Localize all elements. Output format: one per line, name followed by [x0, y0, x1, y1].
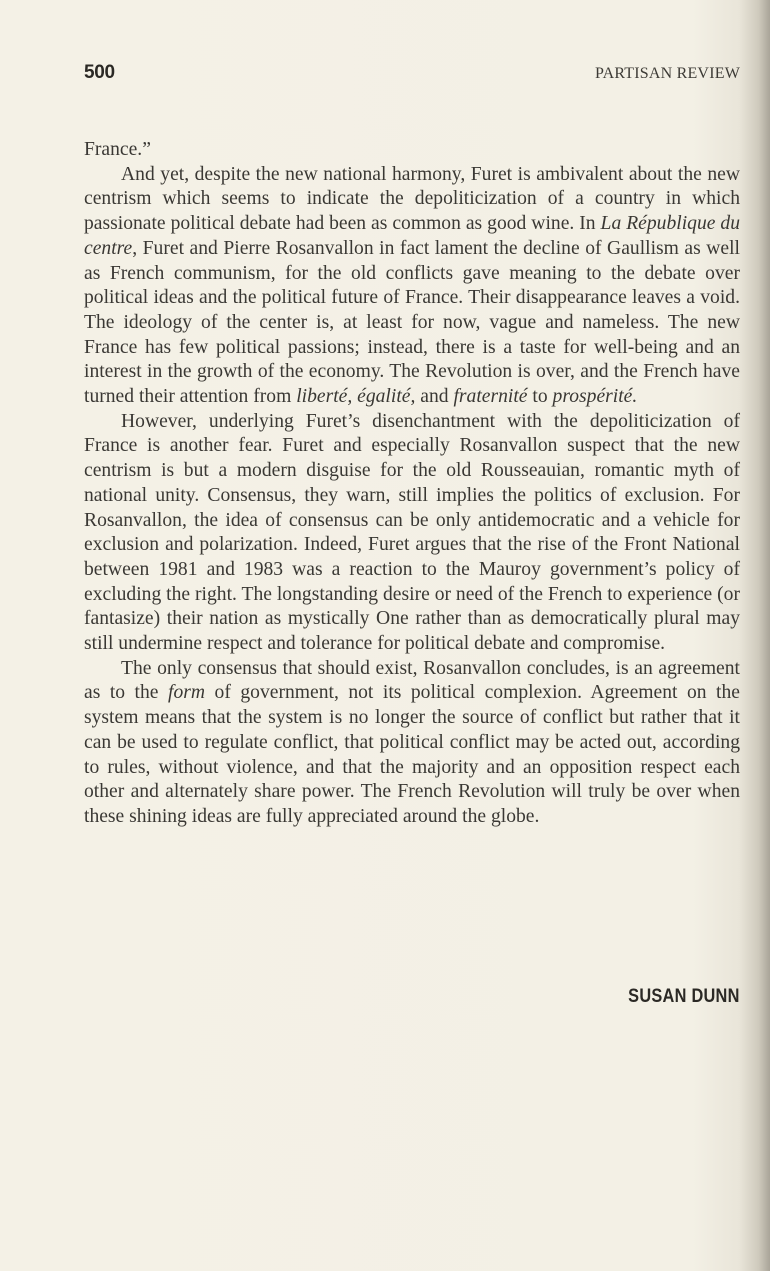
text-run: France.” — [84, 139, 151, 160]
italic-run: form — [168, 682, 206, 704]
text-run: And yet, despite the new national harmony, Furet is ambivalent about the new centrism which seems to indicate the depoliticization of a country in which passionate political debate had been as common as good wine. In — [84, 163, 740, 235]
italic-run: fraternité — [453, 386, 528, 408]
article-body — [84, 138, 740, 830]
text-run: of government, not its political complexion. Agreement on the system means that the system is no longer the source of conflict but rather that it can be used to regulate conflict, that political conflict may be acted out, according to rules, without violence, and that the majority and an opposition respect each other and alternately share power. The French Revolution will truly be over when these shining ideas are fully appreciated around the globe. — [84, 682, 740, 827]
page-header — [84, 62, 740, 92]
text-run: and — [415, 386, 454, 408]
page-number: 500 — [84, 62, 115, 83]
italic-run: liberté, égalité, — [296, 386, 416, 408]
text-run: However, underlying Furet’s disenchantment with the depoliticization of France is another fear. Furet and especially Rosanvallon suspect that the new centrism is but a modern disguise for the old Rousseauian, romantic myth of national unity. Consensus, they warn, still implies the politics of exclusion. For Rosanvallon, the idea of consensus can be only antidemocratic and a vehicle for exclusion and polarization. Indeed, Furet argues that the rise of the Front National between 1981 and 1983 was a reaction to the Mauroy government’s policy of excluding the right. The longstanding desire or need of the French to experience (or fantasize) their nation as mystically One rather than as democratically plural may still undermine respect and tolerance for political debate and compromise. — [84, 410, 740, 655]
text-run: to — [527, 386, 553, 408]
running-head: PARTISAN REVIEW — [594, 65, 740, 82]
paragraph — [84, 163, 740, 410]
italic-run: prospérité. — [552, 386, 638, 408]
paragraph — [84, 657, 740, 830]
text-run: The only consensus that should exist, Rosanvallon concludes, is an agreement as to the — [84, 657, 740, 704]
paragraph — [84, 138, 740, 163]
text-run: , Furet and Pierre Rosanvallon in fact lament the decline of Gaullism as well as French communism, for the old conflicts gave meaning to the debate over political ideas and the political future of France. Their disappearance leaves a void. The ideology of the center is, at least for now, vague and nameless. The new France has few political passions; instead, there is a taste for well-being and an interest in the growth of the economy. The Revolution is over, and the French have turned their attention from — [84, 237, 740, 408]
italic-run: La République du centre — [84, 213, 740, 259]
author-signature: SUSAN DUNN — [628, 986, 740, 1007]
paragraph — [84, 410, 740, 657]
